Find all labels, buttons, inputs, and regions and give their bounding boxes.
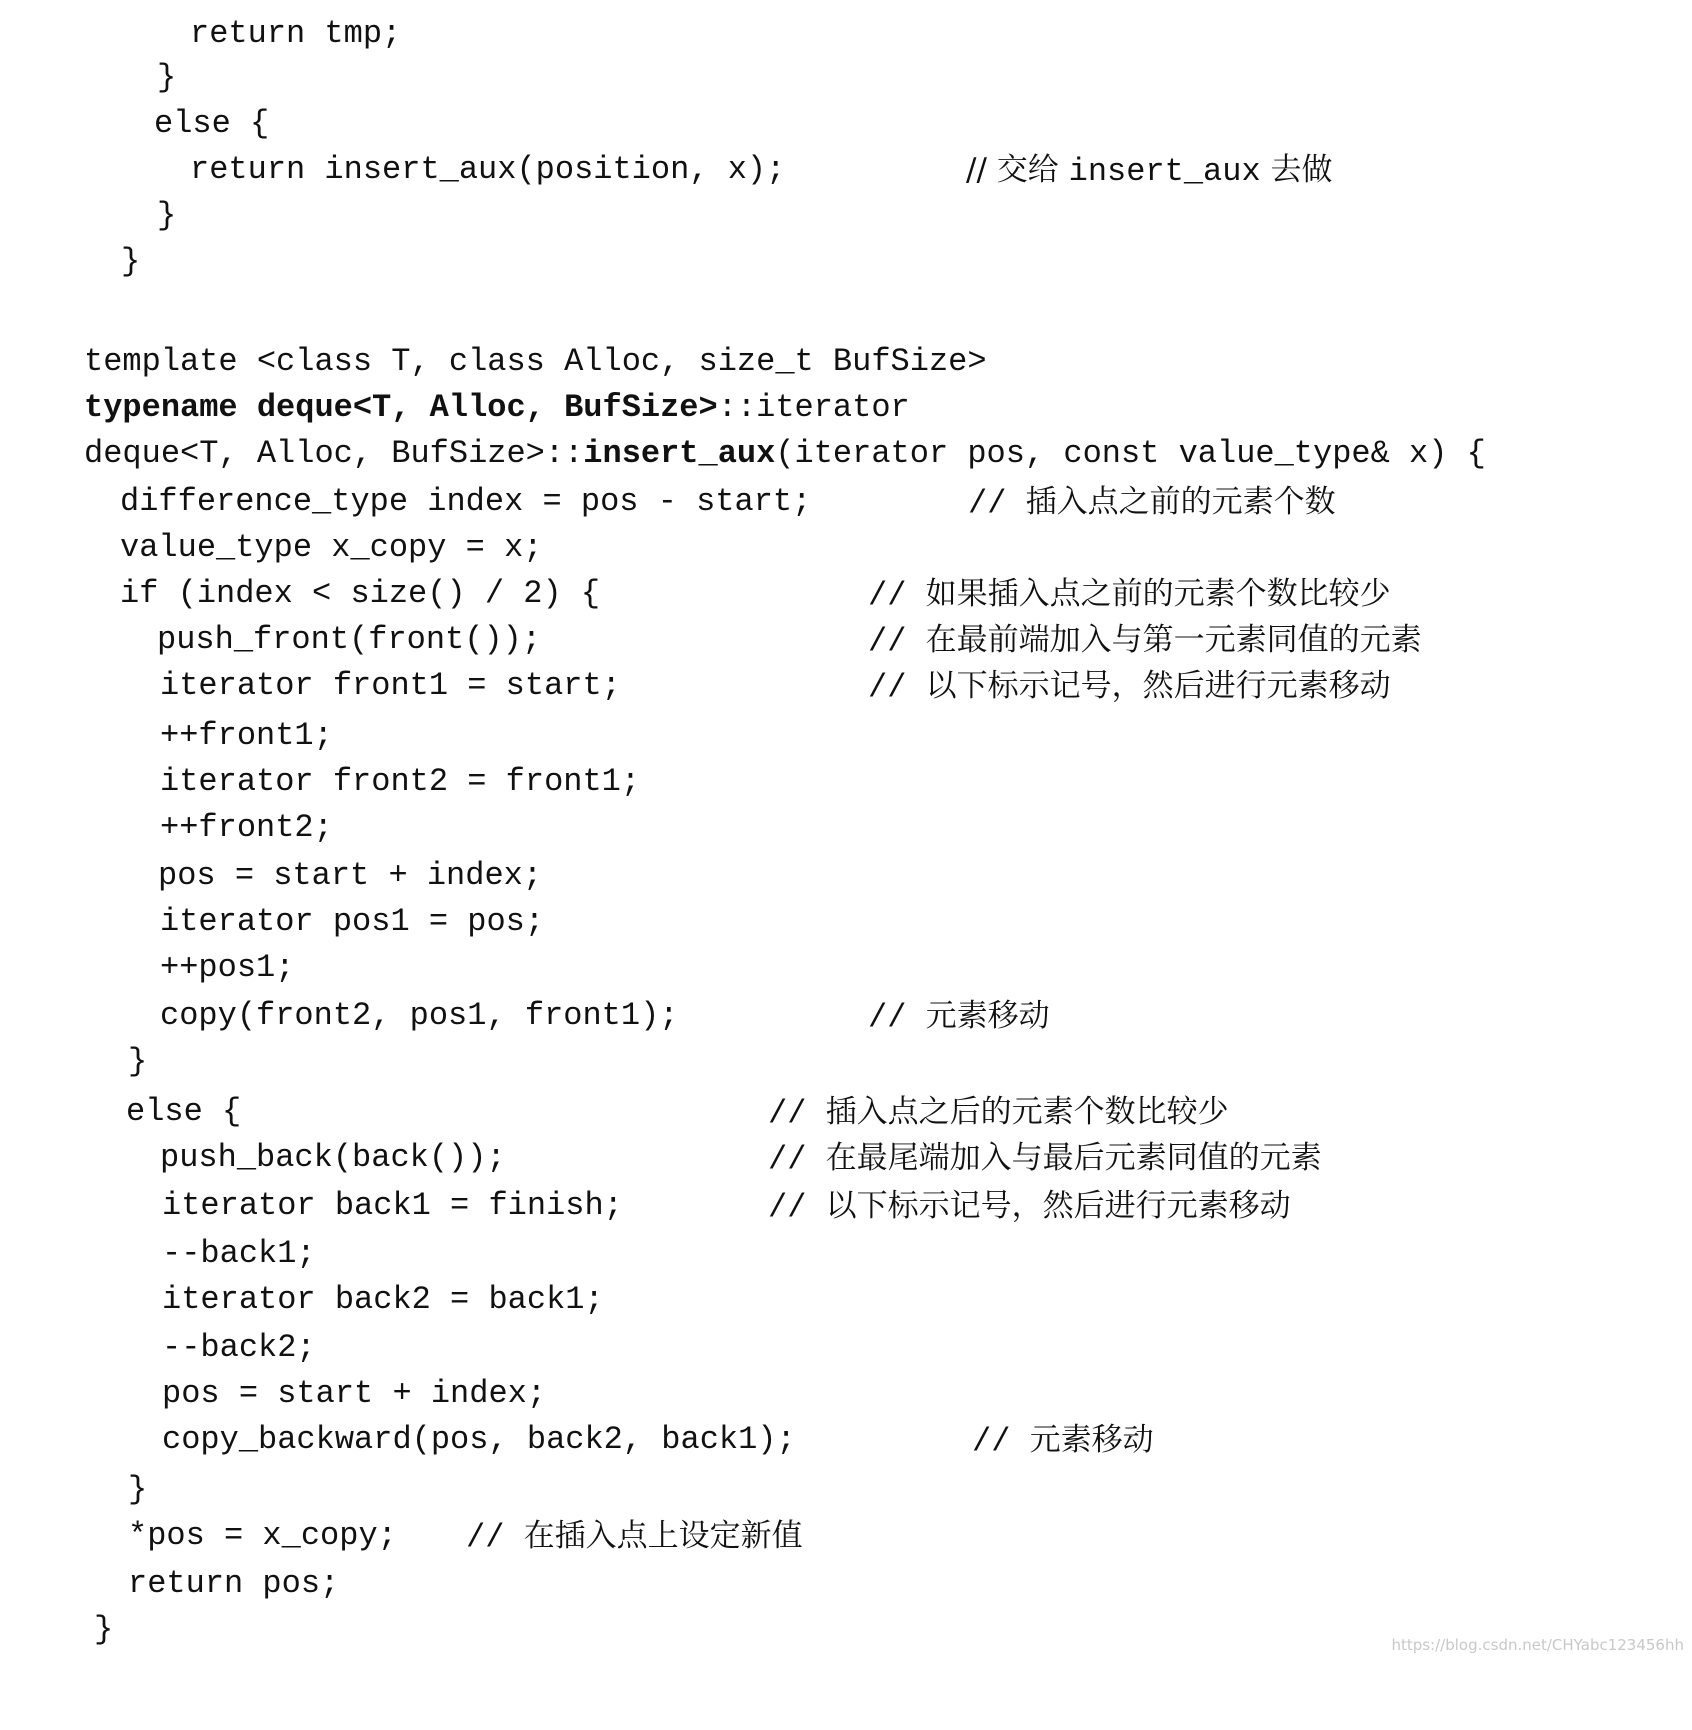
code-text: iterator pos1 = pos; — [160, 903, 545, 940]
code-text: value_type x_copy = x; — [120, 529, 543, 566]
code-line — [0, 574, 1391, 614]
code-line — [0, 242, 141, 282]
code-text: ++front2; — [160, 809, 333, 846]
code-bold: typename deque<T, Alloc, BufSize> — [84, 389, 718, 426]
comment-marker: // — [868, 669, 926, 706]
code-comment — [768, 1186, 1291, 1228]
code-text: push_front(front()); — [157, 621, 542, 658]
code-text: copy_backward(pos, back2, back1); — [162, 1421, 796, 1458]
code-text: pos = start + index; — [162, 1375, 547, 1412]
code-text: iterator front2 = front1; — [160, 763, 641, 800]
code-text: } — [94, 1611, 114, 1648]
comment-marker: // — [868, 999, 926, 1036]
code-line — [0, 58, 177, 98]
code-line — [0, 1374, 547, 1414]
code-line — [0, 150, 1333, 190]
code-text: push_back(back()); — [160, 1139, 506, 1176]
code-line — [0, 808, 333, 848]
code-line — [0, 1610, 114, 1650]
comment-text: 元素移动 — [1029, 1422, 1154, 1458]
code-text: *pos = x_copy; — [128, 1517, 397, 1554]
comment-text: 在最前端加入与第一元素同值的元素 — [925, 622, 1422, 658]
comment-marker: // — [968, 485, 1026, 522]
code-line — [0, 1516, 803, 1556]
comment-marker: // — [466, 1519, 524, 1556]
code-text — [84, 388, 910, 428]
code-line — [0, 620, 1422, 660]
code-line — [0, 1420, 1154, 1460]
code-text: } — [128, 1043, 148, 1080]
code-comment — [868, 666, 1391, 708]
code-line — [0, 482, 1336, 522]
code-text: } — [157, 197, 177, 234]
code-line — [0, 1328, 316, 1368]
code-text: else { — [126, 1093, 242, 1130]
code-line — [0, 196, 177, 236]
code-line — [0, 1042, 148, 1082]
code-comment — [466, 1516, 803, 1558]
code-line — [0, 902, 545, 942]
code-text: return tmp; — [190, 15, 402, 52]
code-line — [0, 762, 641, 802]
comment-text: 以下标示记号，然后进行元素移动 — [825, 1188, 1291, 1224]
code-text: --back1; — [162, 1235, 316, 1272]
comment-text: 插入点之后的元素个数比较少 — [825, 1094, 1229, 1130]
comment-text: 元素移动 — [925, 998, 1050, 1034]
code-comment — [968, 482, 1336, 524]
code-line — [0, 666, 1391, 706]
code-comment — [966, 150, 1333, 192]
code-line — [0, 1280, 604, 1320]
code-comment — [972, 1420, 1154, 1462]
code-text: iterator back1 = finish; — [162, 1187, 623, 1224]
code-text: iterator front1 = start; — [160, 667, 621, 704]
watermark-url: https://blog.csdn.net/CHYabc123456hh — [1391, 1636, 1684, 1654]
code-text — [84, 434, 1486, 474]
code-line — [0, 1186, 1291, 1226]
code-comment — [768, 1092, 1229, 1134]
code-text: } — [128, 1471, 148, 1508]
code-line — [0, 1138, 1322, 1178]
code-pre: deque<T, Alloc, BufSize>:: — [84, 435, 584, 472]
code-line — [0, 1092, 1229, 1132]
comment-text: // 交给 — [966, 152, 1069, 188]
code-line — [0, 948, 295, 988]
code-line — [0, 342, 987, 382]
code-text: } — [157, 59, 177, 96]
code-text: } — [121, 243, 141, 280]
code-post: (iterator pos, const value_type& x) { — [775, 435, 1486, 472]
code-comment — [868, 996, 1050, 1038]
code-text: if (index < size() / 2) { — [120, 575, 601, 612]
code-line — [0, 856, 543, 896]
comment-text: 在最尾端加入与最后元素同值的元素 — [825, 1140, 1322, 1176]
code-text: return insert_aux(position, x); — [190, 151, 786, 188]
code-text: difference_type index = pos - start; — [120, 483, 812, 520]
comment-marker: // — [868, 623, 926, 660]
code-line — [0, 388, 910, 428]
code-line — [0, 1470, 148, 1510]
comment-marker: // — [972, 1423, 1030, 1460]
code-line — [0, 434, 1486, 474]
comment-text: insert_aux — [1068, 153, 1261, 190]
code-text: --back2; — [162, 1329, 316, 1366]
code-text: return pos; — [128, 1565, 340, 1602]
comment-marker: // — [868, 577, 926, 614]
comment-text: 如果插入点之前的元素个数比较少 — [925, 576, 1391, 612]
comment-marker: // — [768, 1141, 826, 1178]
code-text: template <class T, class Alloc, size_t BufSize> — [84, 343, 987, 380]
code-text: copy(front2, pos1, front1); — [160, 997, 679, 1034]
comment-marker: // — [768, 1095, 826, 1132]
comment-text: 去做 — [1260, 152, 1333, 188]
code-text: else { — [154, 105, 270, 142]
code-line — [0, 1564, 340, 1604]
code-text: ++pos1; — [160, 949, 295, 986]
comment-marker: // — [768, 1189, 826, 1226]
comment-text: 插入点之前的元素个数 — [1025, 484, 1336, 520]
code-comment — [768, 1138, 1322, 1180]
code-text: pos = start + index; — [158, 857, 543, 894]
code-comment — [868, 620, 1422, 662]
code-line — [0, 104, 270, 144]
code-text: ++front1; — [160, 717, 333, 754]
comment-text: 在插入点上设定新值 — [523, 1518, 803, 1554]
comment-text: 以下标示记号，然后进行元素移动 — [925, 668, 1391, 704]
code-comment — [868, 574, 1391, 616]
code-bold: insert_aux — [583, 435, 776, 472]
code-line — [0, 14, 402, 54]
code-rest: ::iterator — [717, 389, 910, 426]
code-text: iterator back2 = back1; — [162, 1281, 604, 1318]
code-line — [0, 996, 1050, 1036]
code-line — [0, 528, 543, 568]
code-line — [0, 716, 333, 756]
code-line — [0, 1234, 316, 1274]
